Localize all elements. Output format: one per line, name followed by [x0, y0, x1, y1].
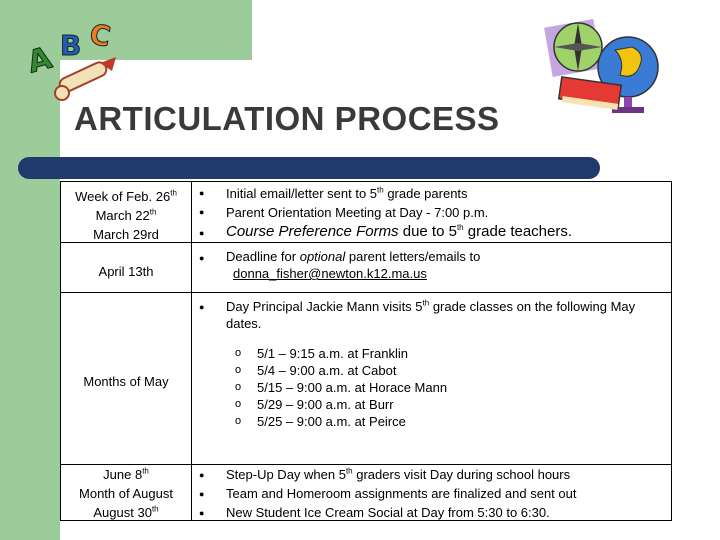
scroll-icon	[55, 57, 116, 100]
row1-item-1: Initial email/letter sent to 5th grade parents	[226, 185, 468, 201]
bullet-icon: ●	[199, 470, 205, 480]
row2-item-1: Deadline for optional parent letters/emails to	[226, 249, 481, 264]
sub-bullet-icon: o	[235, 347, 242, 359]
email-link[interactable]: donna_fisher@newton.k12.ma.us	[233, 266, 427, 281]
row3-item-1: Day Principal Jackie Mann visits 5th grade classes on the following May	[226, 298, 636, 314]
sub-bullet-icon: o	[235, 415, 242, 427]
visit-item: 5/25 – 9:00 a.m. at Peirce	[257, 414, 406, 429]
row1-dates: Week of Feb. 26th March 22th March 29rd	[75, 188, 177, 242]
row4-item-2: Team and Homeroom assignments are finalized and sent out	[226, 486, 577, 501]
sub-bullet-icon: o	[235, 364, 242, 376]
bullet-icon: ●	[199, 302, 205, 312]
row4-item-1: Step-Up Day when 5th graders visit Day during school hours	[226, 466, 571, 482]
row4-item-3: New Student Ice Cream Social at Day from 5:30 to 6:30.	[226, 505, 550, 520]
row3-date: Months of May	[83, 374, 169, 389]
sub-bullet-icon: o	[235, 381, 242, 393]
visit-item: 5/4 – 9:00 a.m. at Cabot	[257, 363, 397, 378]
bullet-icon: ●	[199, 489, 205, 499]
visit-item: 5/1 – 9:15 a.m. at Franklin	[257, 346, 409, 361]
visit-item: 5/15 – 9:00 a.m. at Horace Mann	[257, 380, 448, 395]
sub-bullet-icon: o	[235, 398, 242, 410]
letter-c: C	[87, 17, 114, 54]
row1-item-3: Course Preference Forms due to 5th grade teachers.	[226, 223, 573, 240]
column-divider	[191, 182, 192, 520]
visit-item: 5/29 – 9:00 a.m. at Burr	[257, 397, 394, 412]
bullet-icon: ●	[199, 207, 205, 217]
row3-item-1-cont: dates.	[226, 316, 262, 331]
bullet-icon: ●	[199, 508, 205, 518]
bullet-icon: ●	[199, 188, 205, 198]
letter-b: B	[60, 29, 82, 62]
row1-item-2: Parent Orientation Meeting at Day - 7:00 p.m.	[226, 205, 489, 220]
schedule-table	[60, 181, 672, 521]
abc-scroll-clipart	[20, 15, 140, 105]
row2-date: April 13th	[98, 264, 154, 279]
slide-title: ARTICULATION PROCESS	[74, 100, 500, 137]
bullet-icon: ●	[199, 228, 205, 238]
letter-a: A	[24, 40, 56, 81]
bullet-icon: ●	[199, 253, 205, 263]
row-divider	[61, 292, 671, 293]
globe-compass-book-clipart	[520, 15, 670, 120]
title-underline-bar	[18, 157, 600, 179]
row4-dates: June 8th Month of August August 30th	[79, 466, 173, 520]
